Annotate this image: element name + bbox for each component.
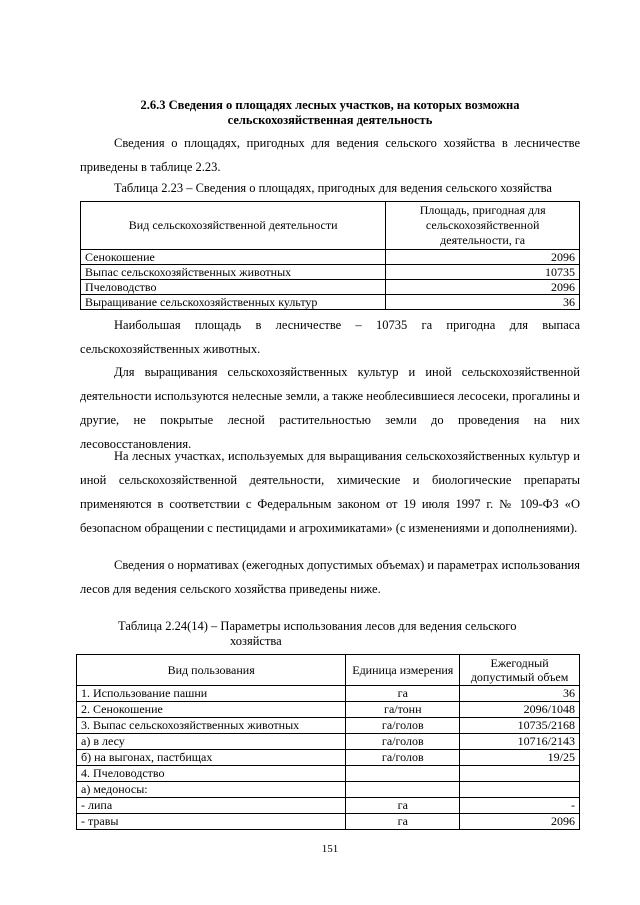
cell-area: 36 (386, 295, 580, 310)
paragraph-norms: Сведения о нормативах (ежегодных допустимых объемах) и параметрах использования лесов для ведения сельского хозяйства приведены ниже. (80, 558, 580, 596)
cell-activity: Выпас сельскохозяйственных животных (81, 265, 386, 280)
table-row (81, 295, 580, 310)
table2-caption-line-2: хозяйства (230, 634, 282, 648)
table1-caption: Таблица 2.23 – Сведения о площадях, пригодных для ведения сельского хозяйства (114, 181, 552, 195)
cell-volume: 36 (460, 686, 580, 702)
column-header-volume: Ежегодный допустимый объем (460, 655, 580, 686)
table-row (77, 814, 580, 830)
column-header-usage: Вид пользования (77, 655, 346, 686)
table-row (77, 766, 580, 782)
cell-area: 2096 (386, 280, 580, 295)
paragraph-largest-area: Наибольшая площадь в лесничестве – 10735 га пригодна для выпаса сельскохозяйственных животных. (80, 318, 580, 356)
cell-usage: 4. Пчеловодство (77, 766, 346, 782)
heading-line-1: 2.6.3 Сведения о площадях лесных участков, на которых возможна (140, 98, 520, 112)
table-row (77, 782, 580, 798)
cell-activity: Выращивание сельскохозяйственных культур (81, 295, 386, 310)
cell-volume: 2096/1048 (460, 702, 580, 718)
cell-unit (346, 782, 460, 798)
cell-unit: га/голов (346, 718, 460, 734)
column-header-area: Площадь, пригодная для сельскохозяйственной деятельности, га (386, 202, 580, 250)
section-heading (80, 98, 580, 128)
table-header-row (81, 202, 580, 250)
table-row (77, 750, 580, 766)
cell-area: 10735 (386, 265, 580, 280)
cell-usage: 3. Выпас сельскохозяйственных животных (77, 718, 346, 734)
cell-usage: 1. Использование пашни (77, 686, 346, 702)
table-header-row (77, 655, 580, 686)
heading-line-2: сельскохозяйственная деятельность (227, 113, 433, 127)
cell-volume: 19/25 (460, 750, 580, 766)
paragraph-nonforest-lands: Для выращивания сельскохозяйственных культур и иной сельскохозяйственной деятельности используются нелесные земли, а также необлесившиеся лесосеки, прогалины и другие, не покрытые лесной растительностью земли до проведения на них лесовосстановления. (80, 365, 580, 451)
cell-volume (460, 766, 580, 782)
cell-unit: га (346, 798, 460, 814)
cell-volume: - (460, 798, 580, 814)
table-row (81, 265, 580, 280)
cell-volume (460, 782, 580, 798)
table-row (77, 734, 580, 750)
table-row (77, 702, 580, 718)
column-header-unit: Единица измерения (346, 655, 460, 686)
cell-volume: 10716/2143 (460, 734, 580, 750)
cell-volume: 10735/2168 (460, 718, 580, 734)
table-usage-parameters (76, 654, 580, 830)
table-agricultural-areas (80, 201, 580, 310)
cell-unit: га/голов (346, 750, 460, 766)
table-row (77, 686, 580, 702)
cell-activity: Сенокошение (81, 250, 386, 265)
paragraph-chemicals: На лесных участках, используемых для выращивания сельскохозяйственных культур и иной сельскохозяйственной деятельности, химические и биологические препараты применяются в соответствии с Федеральным законом от 19 июля 1997 г. № 109-ФЗ «О безопасном обращении с пестицидами и агрохимикатами» (с изменениями и дополнениями). (80, 449, 580, 535)
cell-usage: б) на выгонах, пастбищах (77, 750, 346, 766)
table-row (77, 798, 580, 814)
table2-caption-line-1: Таблица 2.24(14) – Параметры использования лесов для ведения сельского (118, 619, 517, 633)
table-row (77, 718, 580, 734)
cell-volume: 2096 (460, 814, 580, 830)
cell-unit: га (346, 814, 460, 830)
cell-usage: - травы (77, 814, 346, 830)
cell-unit: га (346, 686, 460, 702)
cell-usage: а) в лесу (77, 734, 346, 750)
column-header-activity: Вид сельскохозяйственной деятельности (81, 202, 386, 250)
page-number: 151 (321, 843, 339, 855)
cell-area: 2096 (386, 250, 580, 265)
table-row (81, 280, 580, 295)
cell-usage: - липа (77, 798, 346, 814)
cell-activity: Пчеловодство (81, 280, 386, 295)
cell-usage: 2. Сенокошение (77, 702, 346, 718)
cell-unit: га/голов (346, 734, 460, 750)
table2-caption (118, 619, 517, 649)
cell-usage: а) медоносы: (77, 782, 346, 798)
intro-paragraph: Сведения о площадях, пригодных для ведения сельского хозяйства в лесничестве приведены в таблице 2.23. (80, 136, 580, 174)
cell-unit (346, 766, 460, 782)
table-row (81, 250, 580, 265)
cell-unit: га/тонн (346, 702, 460, 718)
